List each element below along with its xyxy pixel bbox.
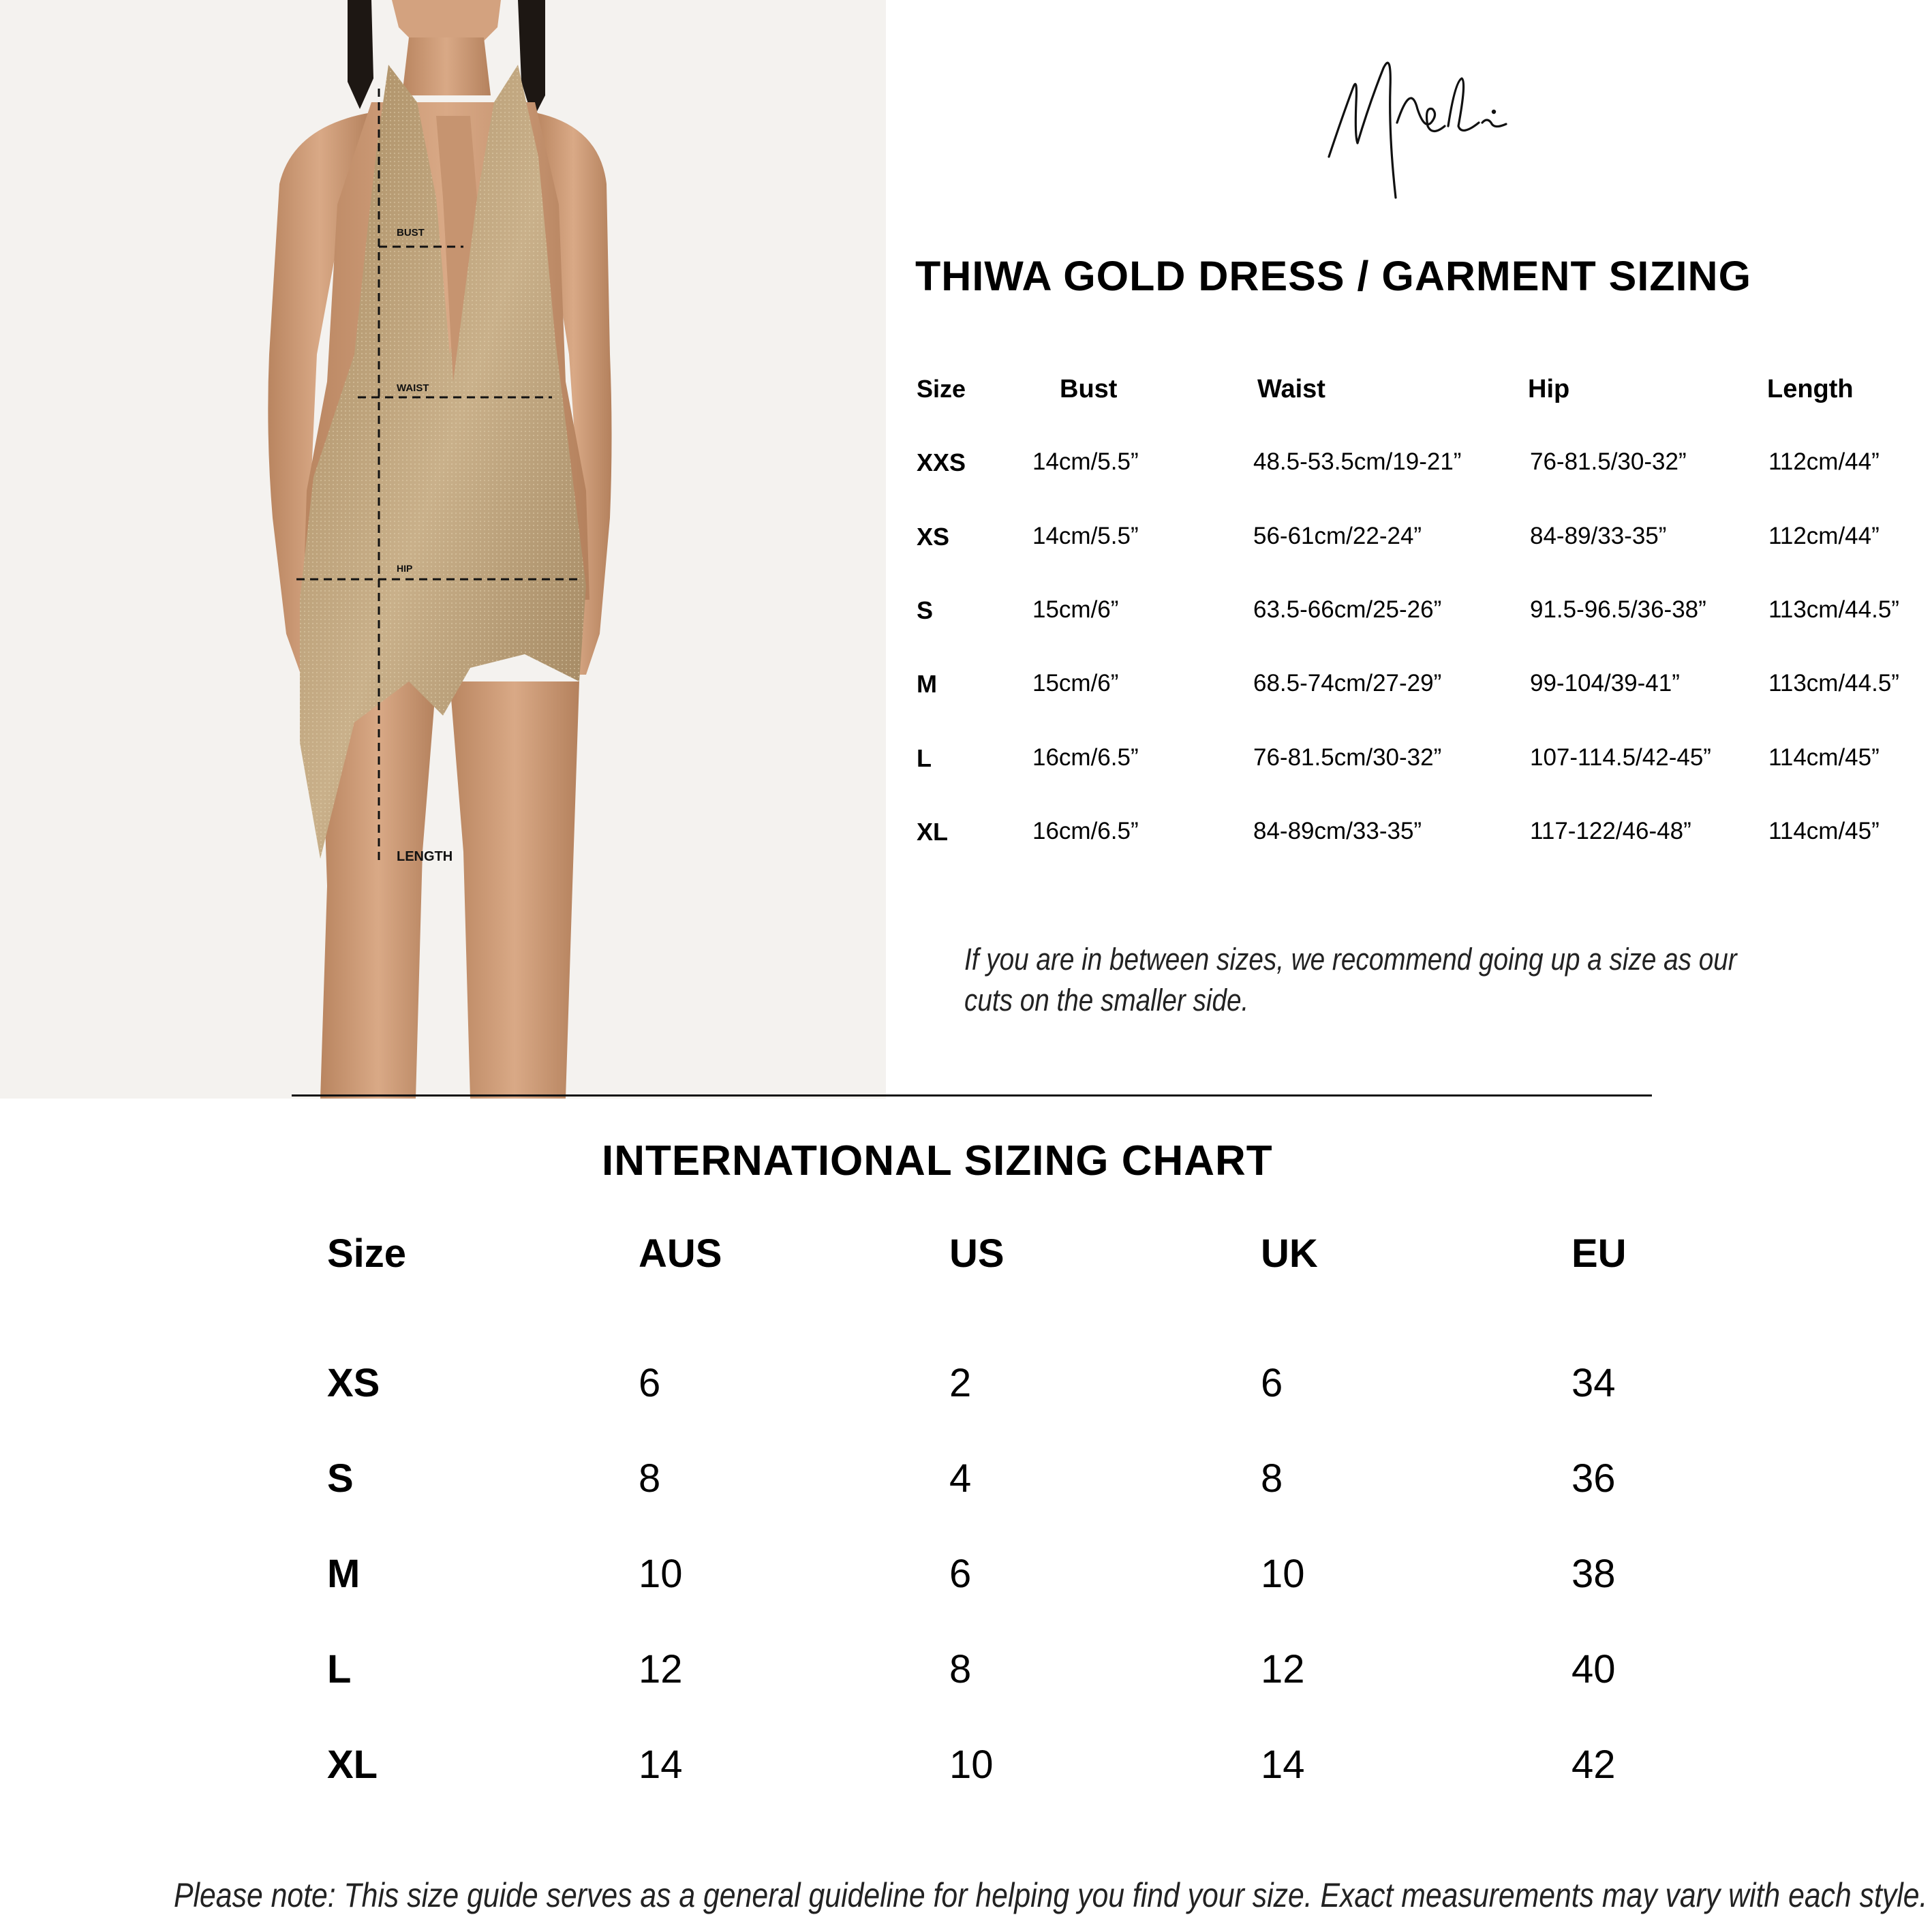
length-cell: 114cm/45” [1768, 818, 1880, 844]
header-uk: UK [1261, 1231, 1318, 1276]
bust-label: BUST [397, 227, 425, 239]
waist-cell: 63.5-66cm/25-26” [1253, 596, 1442, 623]
garment-sizing-title: THIWA GOLD DRESS / GARMENT SIZING [915, 253, 1752, 299]
length-cell: 113cm/44.5” [1768, 670, 1899, 696]
us-cell: 4 [949, 1456, 972, 1501]
size-cell: L [917, 744, 932, 772]
bust-cell: 14cm/5.5” [1032, 523, 1139, 549]
uk-cell: 12 [1261, 1647, 1305, 1691]
international-chart-title: INTERNATIONAL SIZING CHART [602, 1137, 1273, 1184]
aus-cell: 14 [639, 1743, 683, 1787]
waist-cell: 84-89cm/33-35” [1253, 818, 1422, 844]
table-row [917, 523, 1925, 564]
bust-cell: 16cm/6.5” [1032, 744, 1139, 771]
table-row [0, 1551, 1932, 1599]
table-row [0, 1456, 1932, 1503]
us-cell: 2 [949, 1361, 972, 1405]
length-cell: 114cm/45” [1768, 744, 1880, 771]
header-size: Size [327, 1231, 407, 1276]
header-size: Size [917, 375, 966, 403]
us-cell: 6 [949, 1552, 972, 1596]
table-header-row [917, 375, 1925, 416]
bust-cell: 15cm/6” [1032, 670, 1119, 696]
eu-cell: 34 [1571, 1361, 1616, 1405]
aus-cell: 10 [639, 1552, 683, 1596]
table-header-row [0, 1231, 1932, 1278]
header-eu: EU [1571, 1231, 1627, 1276]
size-cell: XS [327, 1361, 380, 1405]
bust-cell: 15cm/6” [1032, 596, 1119, 623]
bust-cell: 16cm/6.5” [1032, 818, 1139, 844]
header-aus: AUS [639, 1231, 722, 1276]
model-illustration [0, 0, 886, 1099]
product-photo [0, 0, 886, 1099]
table-row [0, 1360, 1932, 1408]
sizing-recommendation-note: If you are in between sizes, we recommend going up a size as our cuts on the smaller side. [964, 942, 1737, 1017]
eu-cell: 38 [1571, 1552, 1616, 1596]
hip-label: HIP [397, 563, 413, 574]
bust-cell: 14cm/5.5” [1032, 448, 1139, 475]
hip-cell: 84-89/33-35” [1530, 523, 1667, 549]
header-length: Length [1767, 375, 1854, 403]
table-row [917, 670, 1925, 711]
aus-cell: 6 [639, 1361, 661, 1405]
uk-cell: 10 [1261, 1552, 1305, 1596]
hip-cell: 107-114.5/42-45” [1530, 744, 1711, 771]
header-waist: Waist [1257, 375, 1325, 403]
length-label: LENGTH [397, 849, 453, 864]
waist-cell: 76-81.5cm/30-32” [1253, 744, 1442, 771]
size-cell: XL [327, 1743, 378, 1787]
brand-logo [1315, 41, 1520, 204]
eu-cell: 36 [1571, 1456, 1616, 1501]
length-cell: 112cm/44” [1768, 523, 1880, 549]
table-row [0, 1742, 1932, 1790]
table-row [917, 818, 1925, 859]
size-cell: XS [917, 523, 950, 551]
size-cell: S [327, 1456, 354, 1501]
us-cell: 8 [949, 1647, 972, 1691]
size-cell: L [327, 1647, 352, 1691]
waist-cell: 48.5-53.5cm/19-21” [1253, 448, 1462, 475]
size-cell: M [327, 1552, 361, 1596]
table-row [917, 596, 1925, 637]
table-row [917, 744, 1925, 785]
size-cell: M [917, 670, 937, 698]
size-cell: S [917, 596, 934, 624]
hip-cell: 117-122/46-48” [1530, 818, 1691, 844]
disclaimer-footer: Please note: This size guide serves as a general guideline for helping you find your size. Exact measurements may vary with each style. [174, 1876, 1928, 1914]
header-bust: Bust [1060, 375, 1118, 403]
length-cell: 112cm/44” [1768, 448, 1880, 475]
waist-cell: 56-61cm/22-24” [1253, 523, 1422, 549]
uk-cell: 6 [1261, 1361, 1283, 1405]
hip-cell: 76-81.5/30-32” [1530, 448, 1687, 475]
table-row [917, 448, 1925, 489]
aus-cell: 12 [639, 1647, 683, 1691]
eu-cell: 42 [1571, 1743, 1616, 1787]
size-cell: XL [917, 818, 949, 846]
us-cell: 10 [949, 1743, 994, 1787]
section-divider [292, 1094, 1652, 1097]
uk-cell: 14 [1261, 1743, 1305, 1787]
length-cell: 113cm/44.5” [1768, 596, 1899, 623]
waist-cell: 68.5-74cm/27-29” [1253, 670, 1442, 696]
eu-cell: 40 [1571, 1647, 1616, 1691]
uk-cell: 8 [1261, 1456, 1283, 1501]
table-row [0, 1646, 1932, 1694]
aus-cell: 8 [639, 1456, 661, 1501]
header-hip: Hip [1528, 375, 1570, 403]
waist-label: WAIST [397, 382, 429, 394]
header-us: US [949, 1231, 1005, 1276]
hip-cell: 91.5-96.5/36-38” [1530, 596, 1706, 623]
hip-cell: 99-104/39-41” [1530, 670, 1680, 696]
size-cell: XXS [917, 448, 966, 476]
